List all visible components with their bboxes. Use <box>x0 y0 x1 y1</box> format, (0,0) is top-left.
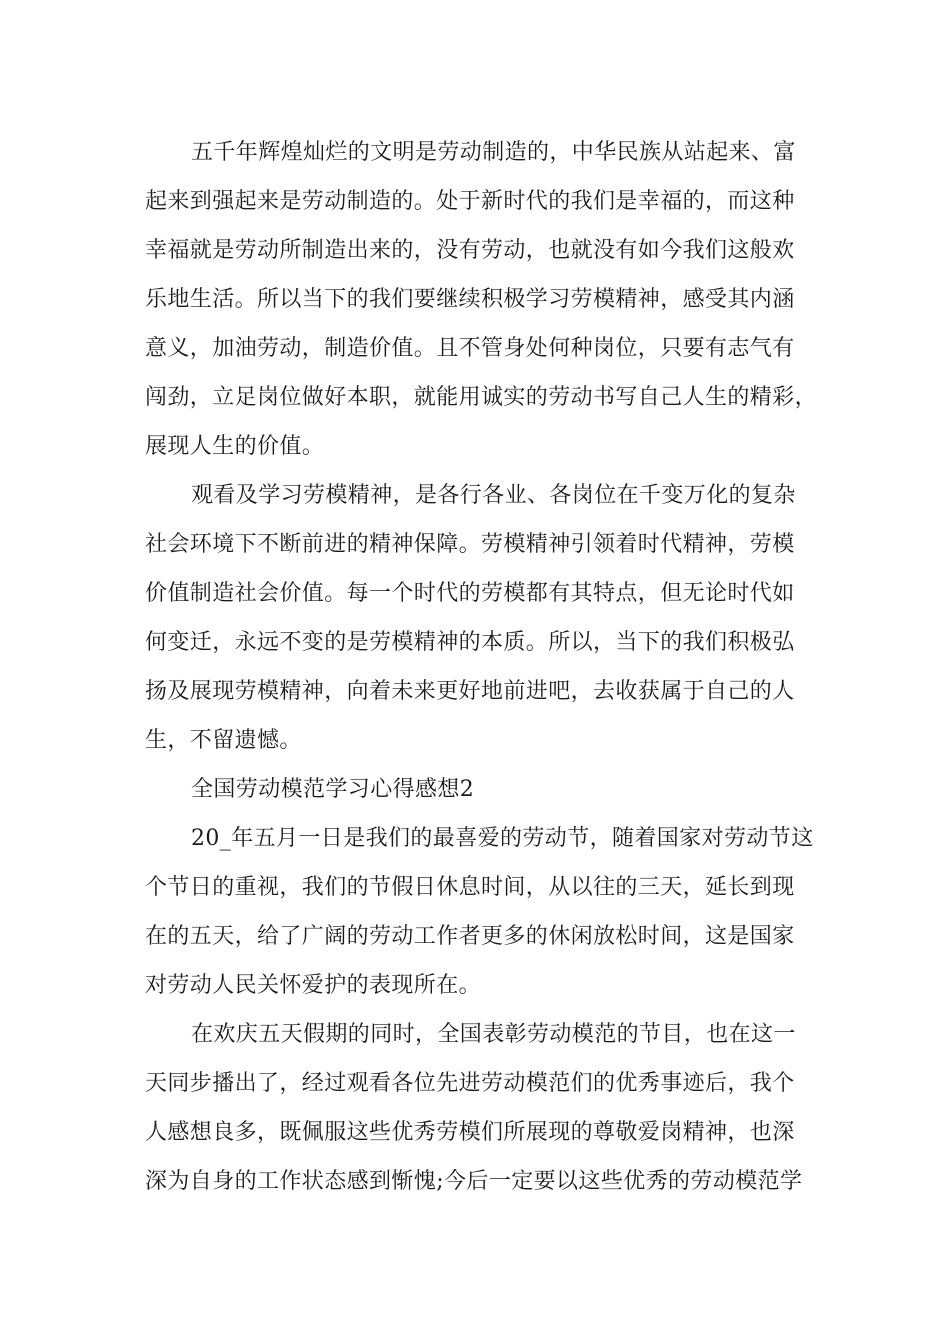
paragraph-3-line-3: 在的五天，给了广阔的劳动工作者更多的休闲放松时间，这是国家 <box>145 924 795 949</box>
paragraph-4-line-2: 天同步播出了，经过观看各位先进劳动模范们的优秀事迹后，我个 <box>145 1071 795 1096</box>
paragraph-1-line-4: 乐地生活。所以当下的我们要继续积极学习劳模精神，感受其内涵 <box>145 287 795 312</box>
paragraph-1-line-7: 展现人生的价值。 <box>145 434 325 459</box>
paragraph-3-line-2: 个节日的重视，我们的节假日休息时间，从以往的三天，延长到现 <box>145 875 795 900</box>
paragraph-1-line-2: 起来到强起来是劳动制造的。处于新时代的我们是幸福的，而这种 <box>145 189 795 214</box>
paragraph-2-line-5: 扬及展现劳模精神，向着未来更好地前进吧，去收获属于自己的人 <box>145 679 795 704</box>
paragraph-4-line-4: 深为自身的工作状态感到惭愧;今后一定要以这些优秀的劳动模范学 <box>145 1169 803 1194</box>
paragraph-3-line-4: 对劳动人民关怀爱护的表现所在。 <box>145 973 482 998</box>
paragraph-1-line-6: 闯劲，立足岗位做好本职，就能用诚实的劳动书写自己人生的精彩， <box>145 385 818 410</box>
paragraph-1-line-3: 幸福就是劳动所制造出来的，没有劳动，也就没有如今我们这般欢 <box>145 238 795 263</box>
paragraph-3-line-1: 20_年五月一日是我们的最喜爱的劳动节，随着国家对劳动节这 <box>191 826 814 851</box>
paragraph-1-line-1: 五千年辉煌灿烂的文明是劳动制造的，中华民族从站起来、富 <box>191 140 796 165</box>
paragraph-1-line-5: 意义，加油劳动，制造价值。且不管身处何种岗位，只要有志气有 <box>145 336 795 361</box>
paragraph-2-line-2: 社会环境下不断前进的精神保障。劳模精神引领着时代精神，劳模 <box>145 532 795 557</box>
paragraph-2-line-1: 观看及学习劳模精神，是各行各业、各岗位在千变万化的复杂 <box>191 483 796 508</box>
paragraph-4-line-3: 人感想良多，既佩服这些优秀劳模们所展现的尊敬爱岗精神，也深 <box>145 1120 795 1145</box>
paragraph-4-line-1: 在欢庆五天假期的同时，全国表彰劳动模范的节目，也在这一 <box>191 1022 796 1047</box>
section-heading: 全国劳动模范学习心得感想2 <box>191 777 475 802</box>
paragraph-2-line-3: 价值制造社会价值。每一个时代的劳模都有其特点，但无论时代如 <box>145 581 795 606</box>
paragraph-2-line-4: 何变迁，永远不变的是劳模精神的本质。所以，当下的我们积极弘 <box>145 630 795 655</box>
paragraph-2-line-6: 生，不留遗憾。 <box>145 728 302 753</box>
